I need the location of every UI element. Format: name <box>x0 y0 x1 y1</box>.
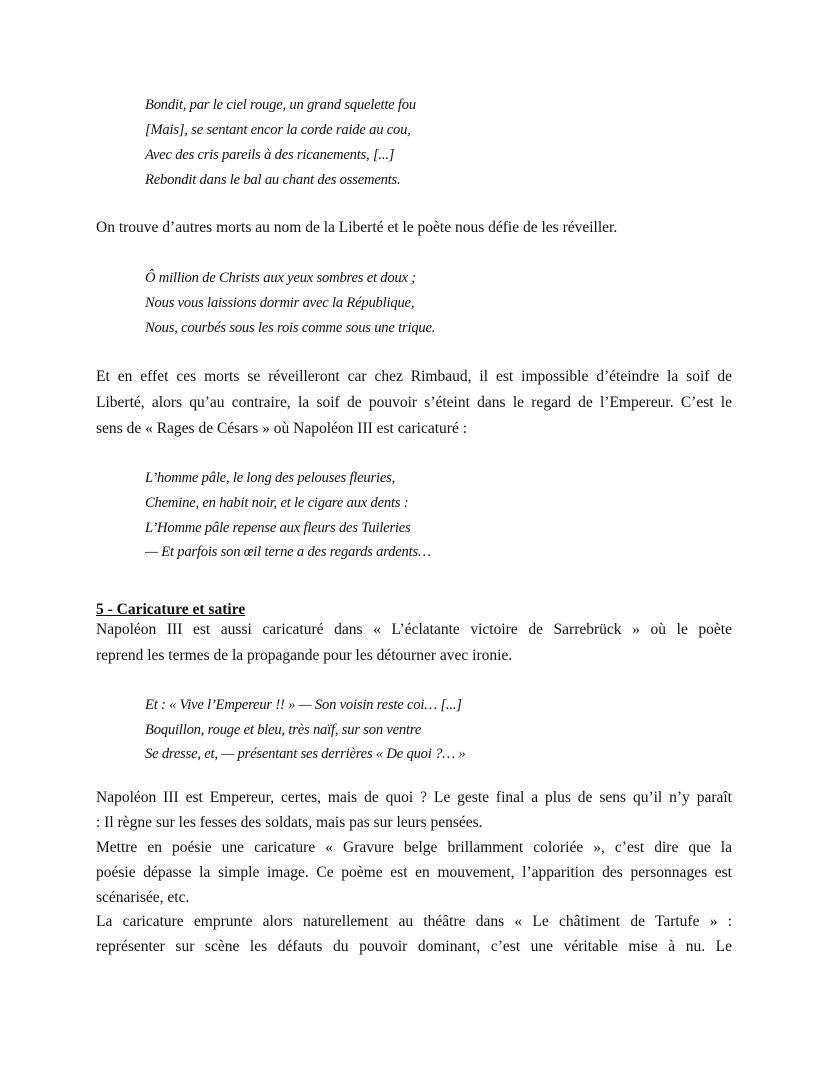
verse-line: Ô million de Christs aux yeux sombres et doux ; <box>145 270 416 286</box>
verse-line: Chemine, en habit noir, et le cigare aux dents : <box>145 495 409 511</box>
verse-line: Et : « Vive l’Empereur !! » — Son voisin reste coi… [...] <box>145 697 462 713</box>
paragraph-line: sens de « Rages de Césars » où Napoléon III est caricaturé : <box>96 420 468 437</box>
verse-line: Bondit, par le ciel rouge, un grand squelette fou <box>145 97 416 113</box>
paragraph-line: Napoléon III est aussi caricaturé dans « L’éclatante victoire de Sarrebrück » où le poète <box>96 621 732 638</box>
verse-line: Se dresse, et, — présentant ses derrières « De quoi ?… » <box>145 746 466 762</box>
paragraph-line: reprend les termes de la propagande pour les détourner avec ironie. <box>96 647 513 664</box>
paragraph-text: On trouve d’autres morts au nom de la Liberté et le poète nous défie de les réveiller. <box>96 219 618 236</box>
verse-line: Nous vous laissions dormir avec la République, <box>145 295 415 311</box>
verse-line: — Et parfois son œil terne a des regards ardents… <box>145 544 431 560</box>
paragraph-line: Mettre en poésie une caricature « Gravure belge brillamment coloriée », c’est dire que la <box>96 839 732 856</box>
paragraph-line: Et en effet ces morts se réveilleront car chez Rimbaud, il est impossible d’éteindre la soif de <box>96 368 732 385</box>
verse-line: [Mais], se sentant encor la corde raide au cou, <box>145 122 411 138</box>
paragraph-line: représenter sur scène les défauts du pouvoir dominant, c’est une véritable mise à nu. Le <box>96 938 732 955</box>
section-heading: 5 - Caricature et satire <box>96 601 246 618</box>
paragraph-line: : Il règne sur les fesses des soldats, mais pas sur leurs pensées. <box>96 814 483 831</box>
paragraph-line: poésie dépasse la simple image. Ce poème est en mouvement, l’apparition des personnages est <box>96 864 732 881</box>
verse-line: L’Homme pâle repense aux fleurs des Tuileries <box>145 520 411 536</box>
verse-line: L’homme pâle, le long des pelouses fleuries, <box>145 470 396 486</box>
paragraph-line: Liberté, alors qu’au contraire, la soif de pouvoir s’éteint dans le regard de l’Empereur. C’est le <box>96 394 732 411</box>
paragraph-line: scénarisée, etc. <box>96 889 190 906</box>
paragraph-line: Napoléon III est Empereur, certes, mais de quoi ? Le geste final a plus de sens qu’il n’y paraît <box>96 789 732 806</box>
verse-line: Nous, courbés sous les rois comme sous une trique. <box>145 320 436 336</box>
verse-line: Boquillon, rouge et bleu, très naïf, sur son ventre <box>145 722 422 738</box>
verse-line: Rebondit dans le bal au chant des ossements. <box>145 172 401 188</box>
paragraph-line: La caricature emprunte alors naturellement au théâtre dans « Le châtiment de Tartufe » : <box>96 913 732 930</box>
verse-line: Avec des cris pareils à des ricanements, [...] <box>145 147 395 163</box>
